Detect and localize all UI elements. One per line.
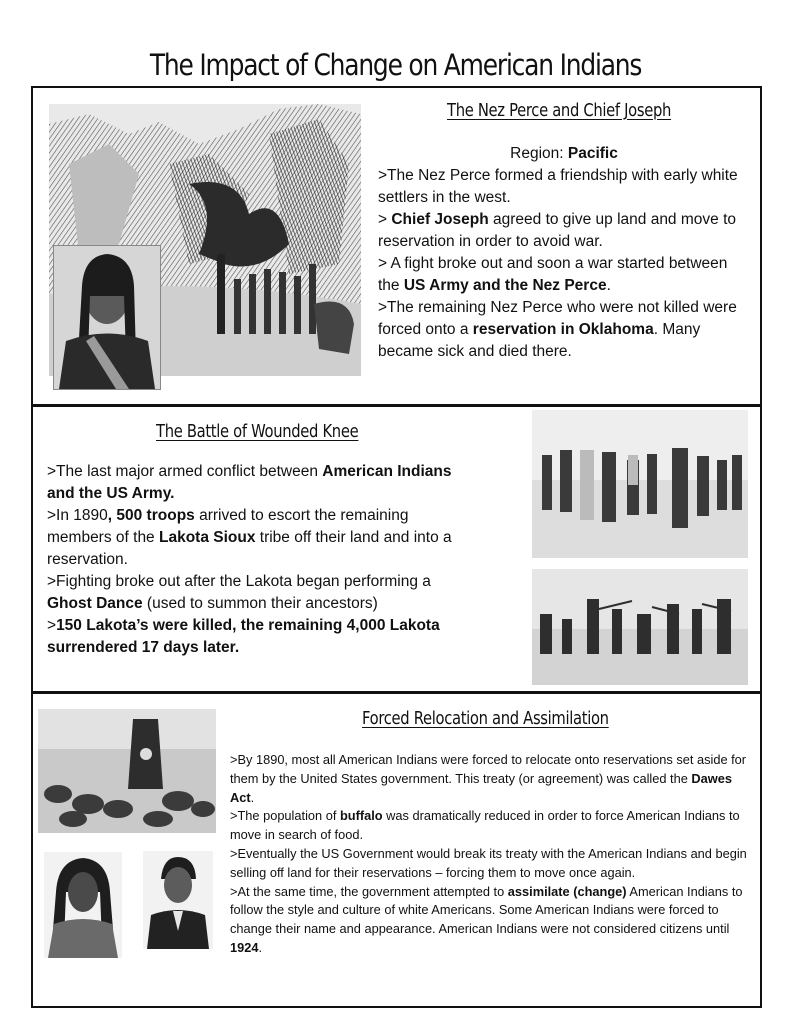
- wounded-knee-battle-image: [532, 569, 748, 685]
- region-line: Region: Pacific: [510, 145, 618, 162]
- nez-perce-text: [378, 143, 750, 363]
- section-heading-wounded-knee: The Battle of Wounded Knee: [156, 421, 359, 442]
- train-buffalo-image: [38, 709, 216, 833]
- nez-perce-paragraph-1: >The Nez Perce formed a friendship with early white settlers in the west.: [378, 167, 738, 206]
- page-title: The Impact of Change on American Indians: [149, 48, 642, 82]
- relocation-paragraph-1: >By 1890, most all American Indians were forced to relocate onto reservations set aside for them by the United States government. This treaty (or agreement) was called the Dawes Act.: [230, 752, 747, 805]
- relocation-paragraph-4: >At the same time, the government attempted to assimilate (change) American Indians to follow the style and culture of white Americans. Some American Indians were forced to change their name and appearance. American Indians were not considered citizens until 1924.: [230, 883, 743, 955]
- nez-perce-paragraph-2: > Chief Joseph agreed to give up land and move to reservation in order to avoid war.: [378, 211, 736, 250]
- ghost-dance-image: [532, 410, 748, 558]
- section-divider-1: [31, 404, 762, 407]
- relocation-paragraph-3: >Eventually the US Government would break its treaty with the American Indians and begin selling off land for their reservations – forcing them to move once again.: [230, 845, 747, 880]
- nez-perce-paragraph-3: > A fight broke out and soon a war started between the US Army and the Nez Perce.: [378, 255, 728, 294]
- american-indian-portrait-after: [143, 851, 213, 949]
- nez-perce-paragraph-4: >The remaining Nez Perce who were not killed were forced onto a reservation in Oklahoma. Many became sick and died there.: [378, 299, 737, 360]
- wounded-knee-paragraph-3: >Fighting broke out after the Lakota began performing a Ghost Dance (used to summon their ancestors): [47, 573, 431, 612]
- section-heading-relocation: Forced Relocation and Assimilation: [362, 708, 609, 729]
- section-divider-2: [31, 691, 762, 694]
- relocation-text: [230, 751, 750, 958]
- wounded-knee-paragraph-1: >The last major armed conflict between American Indians and the US Army.: [47, 463, 452, 502]
- wounded-knee-paragraph-2: >In 1890, 500 troops arrived to escort the remaining members of the Lakota Sioux tribe off their land and into a reservation.: [47, 507, 452, 568]
- american-indian-portrait-before: [44, 852, 122, 958]
- chief-joseph-portrait: [53, 245, 161, 390]
- wounded-knee-text: [47, 461, 467, 659]
- wounded-knee-paragraph-4: >150 Lakota’s were killed, the remaining 4,000 Lakota surrendered 17 days later.: [47, 617, 440, 656]
- relocation-paragraph-2: >The population of buffalo was dramatically reduced in order to force American Indians to move in search of food.: [230, 808, 740, 843]
- section-heading-nez-perce: The Nez Perce and Chief Joseph: [447, 100, 672, 121]
